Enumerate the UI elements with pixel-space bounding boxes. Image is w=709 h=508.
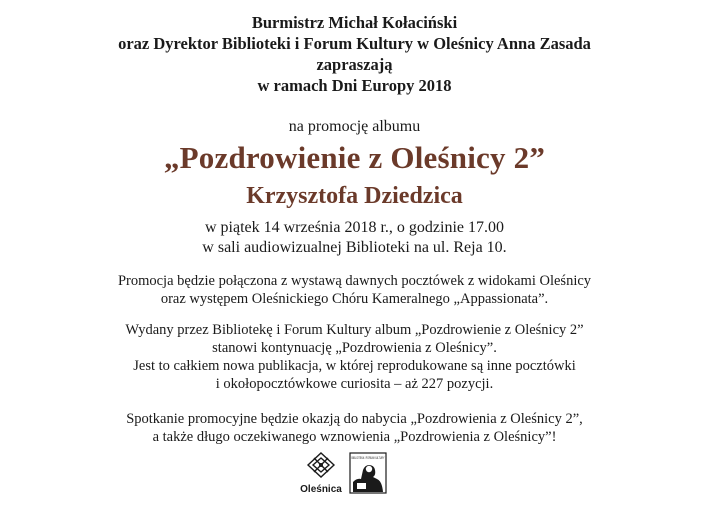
paragraph-purchase bbox=[0, 410, 709, 446]
event-details bbox=[0, 218, 709, 258]
header-line: Burmistrz Michał Kołaciński bbox=[251, 13, 458, 32]
header-line: oraz Dyrektor Biblioteki i Forum Kultury w Oleśnicy Anna Zasada bbox=[118, 34, 591, 53]
library-logo bbox=[349, 452, 387, 494]
paragraph-publication bbox=[0, 321, 709, 393]
olesnica-logo bbox=[296, 452, 346, 495]
event-place: w sali audiowizualnej Biblioteki na ul. Reja 10. bbox=[202, 239, 507, 256]
album-title: „Pozdrowienie z Oleśnicy 2” bbox=[163, 140, 546, 175]
library-logo-icon bbox=[349, 452, 387, 494]
header-line: zapraszają bbox=[316, 55, 393, 74]
paragraph-line: Promocja będzie połączona z wystawą dawnych pocztówek z widokami Oleśnicy bbox=[117, 273, 592, 289]
author-name: Krzysztofa Dziedzica bbox=[246, 183, 463, 209]
invitation-header bbox=[0, 12, 709, 96]
library-logo-text: BIBLIOTEKA I FORUM KULTURY bbox=[351, 456, 385, 460]
paragraph-line: i okołopocztówkowe curiosita – aż 227 pozycji. bbox=[215, 376, 494, 392]
paragraph-line: stanowi kontynuację „Pozdrowienia z Oleśnicy”. bbox=[212, 340, 497, 356]
olesnica-logo-label: Oleśnica bbox=[300, 484, 342, 495]
paragraph-line: Jest to całkiem nowa publikacja, w której reprodukowane są inne pocztówki bbox=[133, 358, 576, 374]
logos-row bbox=[0, 452, 709, 502]
promo-line: na promocję albumu bbox=[288, 118, 421, 135]
paragraph-exhibition bbox=[0, 272, 709, 308]
header-line: w ramach Dni Europy 2018 bbox=[257, 76, 452, 95]
paragraph-line: Spotkanie promocyjne będzie okazją do nabycia „Pozdrowienia z Oleśnicy 2”, bbox=[126, 411, 583, 427]
paragraph-line: oraz występem Oleśnickiego Chóru Kameralnego „Appassionata”. bbox=[160, 291, 549, 307]
event-date: w piątek 14 września 2018 r., o godzinie 17.00 bbox=[204, 219, 505, 236]
olesnica-logo-icon bbox=[306, 452, 336, 478]
paragraph-line: Wydany przez Bibliotekę i Forum Kultury album „Pozdrowienie z Oleśnicy 2” bbox=[125, 322, 584, 338]
paragraph-line: a także długo oczekiwanego wznowienia „Pozdrowienia z Oleśnicy”! bbox=[152, 429, 557, 445]
